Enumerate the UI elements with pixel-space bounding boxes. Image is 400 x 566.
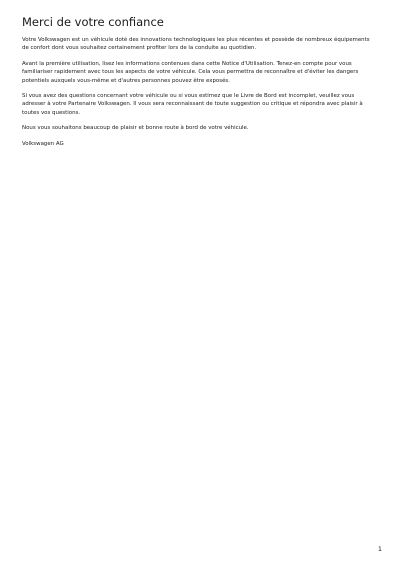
closing-paragraph: Nous vous souhaitons beaucoup de plaisir et bonne route à bord de votre véhicule. bbox=[22, 125, 249, 132]
page-number: 1 bbox=[377, 545, 382, 553]
page-title: Merci de votre confiance bbox=[22, 15, 164, 29]
first-use-paragraph: Avant la première utilisation, lisez les informations contenues dans cette Notice d'Utilisation. Tenez-en compte pour vous familiariser rapidement avec tous les aspects de votre véhicule. Cela vous permettra de reconnaître et d'éviter les dangers potentiels auxquels vous-même et d'autres personnes pouvez être exposés. bbox=[22, 60, 359, 84]
document-body bbox=[22, 36, 378, 148]
signature: Volkswagen AG bbox=[22, 140, 64, 147]
intro-paragraph: Votre Volkswagen est un véhicule doté des innovations technologiques les plus récentes et possède de nombreux équipements de confort dont vous souhaitez certainement profiter lors de la conduite au quotidien. bbox=[22, 37, 370, 52]
questions-paragraph: Si vous avez des questions concernant votre véhicule ou si vous estimez que le Livre de Bord est incomplet, veuillez vous adresser à votre Partenaire Volkswagen. Il vous sera reconnaissant de toute suggestion ou critique et répondra avec plaisir à toutes vos questions. bbox=[22, 93, 363, 116]
